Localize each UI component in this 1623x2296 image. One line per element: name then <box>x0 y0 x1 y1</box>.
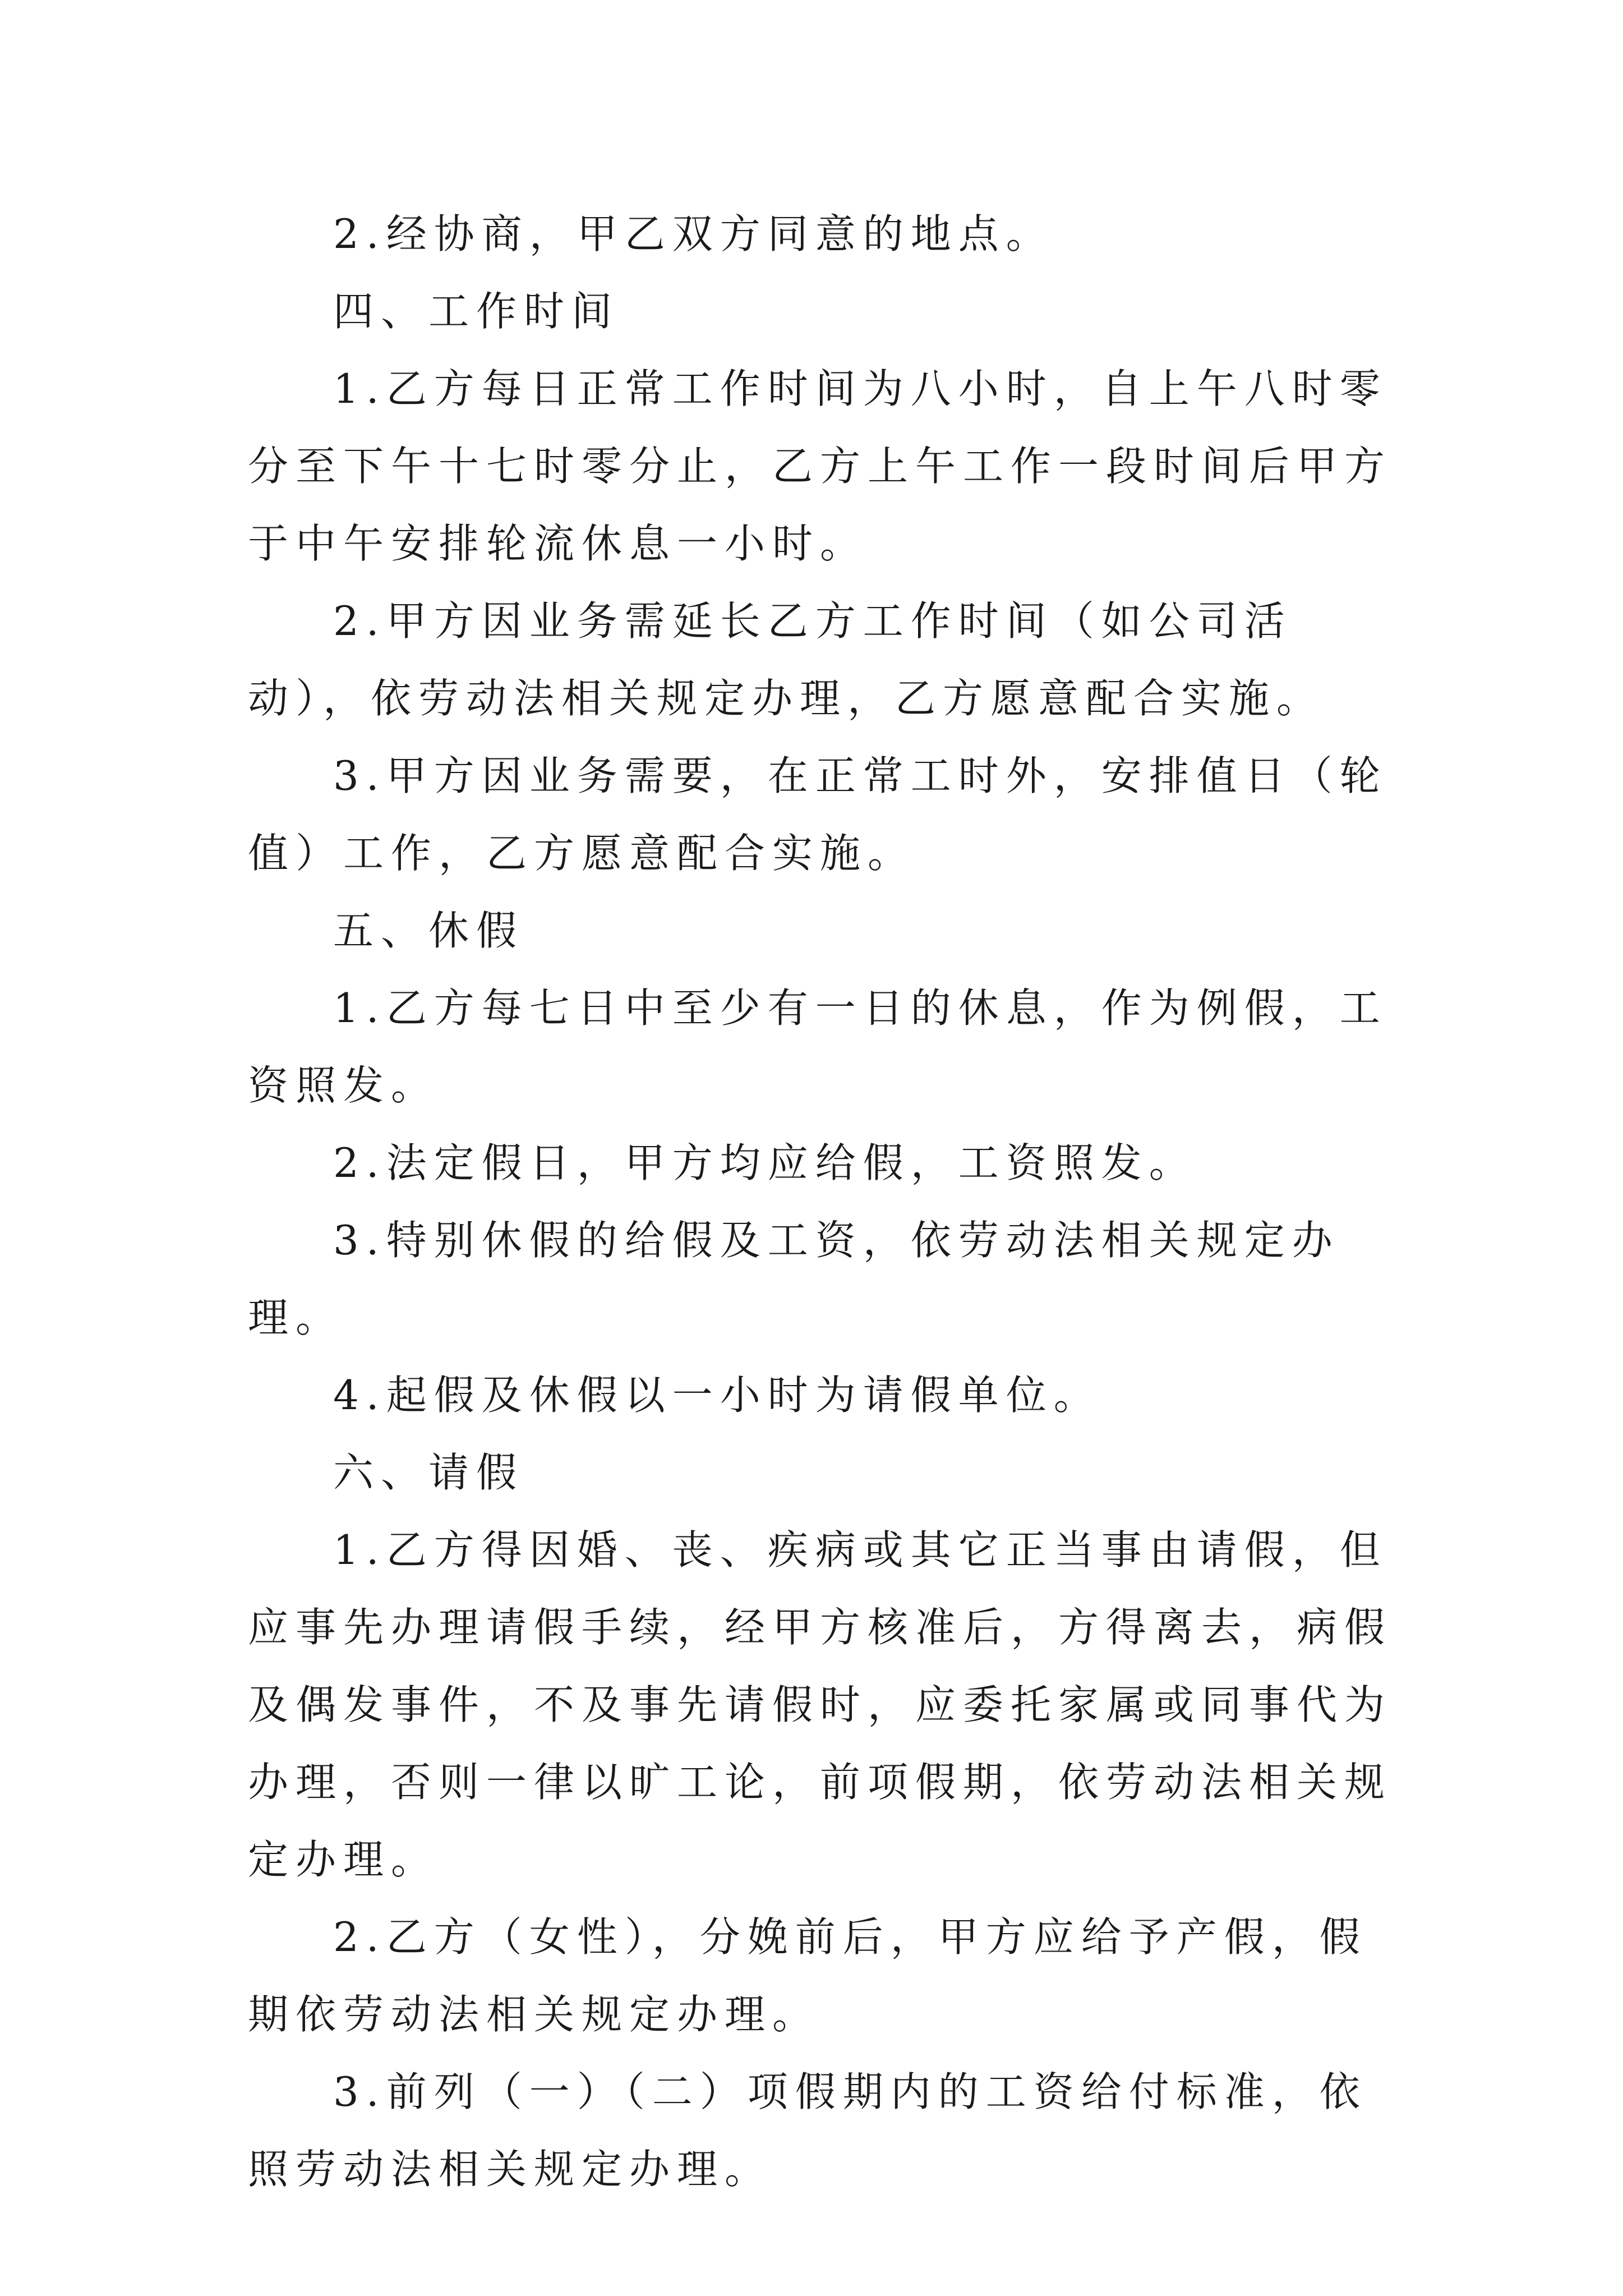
paragraph-holidays-4: 4.起假及休假以一小时为请假单位。 <box>333 1372 1101 1419</box>
paragraph-work-hours-2: 2.甲方因业务需延长乙方工作时间（如公司活动），依劳动法相关规定办理，乙方愿意配合实施。 <box>248 597 1325 722</box>
paragraph-leave-3: 3.前列（一）（二）项假期内的工资给付标准，依照劳动法相关规定办理。 <box>248 2068 1367 2193</box>
paragraph-location-2: 2.经协商，甲乙双方同意的地点。 <box>333 210 1054 257</box>
section-heading-work-hours: 四、工作时间 <box>333 288 620 335</box>
section-heading-leave: 六、请假 <box>333 1449 524 1496</box>
paragraph-holidays-1: 1.乙方每七日中至少有一日的休息，作为例假，工资照发。 <box>248 984 1387 1109</box>
paragraph-holidays-3: 3.特别休假的给假及工资，依劳动法相关规定办理。 <box>248 1217 1340 1341</box>
paragraph-leave-1: 1.乙方得因婚、丧、疾病或其它正当事由请假，但应事先办理请假手续，经甲方核准后，方得离去，病假及偶发事件，不及事先请假时，应委托家属或同事代为办理，否则一律以旷工论，前项假期，依劳动法相关规定办理。 <box>248 1526 1393 1883</box>
paragraph-work-hours-3: 3.甲方因业务需要，在正常工时外，安排值日（轮值）工作，乙方愿意配合实施。 <box>248 752 1387 877</box>
section-heading-holidays: 五、休假 <box>333 907 524 954</box>
paragraph-leave-2: 2.乙方（女性），分娩前后，甲方应给予产假，假期依劳动法相关规定办理。 <box>248 1913 1367 2038</box>
document-body <box>248 195 1392 2208</box>
paragraph-work-hours-1: 1.乙方每日正常工作时间为八小时，自上午八时零分至下午十七时零分止，乙方上午工作一段时间后甲方于中午安排轮流休息一小时。 <box>248 365 1393 567</box>
paragraph-holidays-2: 2.法定假日，甲方均应给假，工资照发。 <box>333 1139 1197 1186</box>
